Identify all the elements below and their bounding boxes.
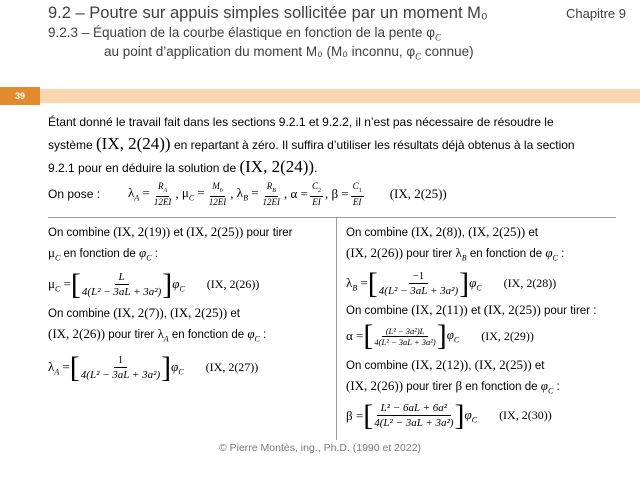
copyright-footer: © Pierre Montès, ing., Ph.D. (1990 et 2022) <box>218 442 422 454</box>
intro-paragraph <box>48 112 575 179</box>
equation-beta: β = [ $\frac{\text{L² − 6aL + 6a²}}{\text{4(L² − 3aL + 3a²)}}$ ] $\varphi_C$ (IX, 2(30)) <box>346 398 552 432</box>
equation-ref: (IX, 2(24)) <box>96 134 171 153</box>
equation-mu-c: $\mu_C$ = [ $\frac{L}{\text{4(L² − 3aL + 3a²)}}$ ] $\varphi_C$ (IX, 2(26)) <box>48 267 260 301</box>
definitions-row: On pose : $\lambda_A$ = $\frac{R_A}{12EI}$ , $\mu_C$ = $\frac{M_0}{12EI}$ , $\lambda_B$ = $\frac{R_B}{12EI}$ , α = $\frac{C_2}{EI}$ , β = $\frac{C_1}{EI}$ (IX, 2(25)) <box>48 181 447 207</box>
vertical-divider <box>336 218 337 440</box>
alpha-def: α = <box>290 186 308 201</box>
right-block-lambda-b: On combine (IX, 2(8)), (IX, 2(25)) et (IX, 2(26)) pour tirer $\lambda_B$ en fonction de $\varphi_C$ : $\lambda_B$ = [ $\frac{-1}{\text{4(L² − 3aL + 3a²)}}$ ] $\varphi_C$ (IX, 2(28)) <box>346 224 565 300</box>
header-bar <box>38 89 640 103</box>
equation-ref: (IX, 2(25)) <box>389 186 447 201</box>
lambda-a-fraction: $\frac{R_A}{12EI}$ <box>153 181 172 207</box>
equation-lambda-b: $\lambda_B$ = [ $\frac{-1}{\text{4(L² − 3aL + 3a²)}}$ ] $\varphi_C$ (IX, 2(28)) <box>346 266 557 300</box>
horizontal-divider <box>48 217 616 218</box>
beta-fraction: $\frac{C_1}{EI}$ <box>352 181 362 207</box>
equation-ref: (IX, 2(30)) <box>499 408 552 423</box>
intro-line-1: Étant donné le travail fait dans les sections 9.2.1 et 9.2.2, il n’est pas nécessaire de résoudre le <box>48 115 554 129</box>
beta-def: β = <box>331 186 349 201</box>
slide-subtitle-line1: 9.2.3 – Équation de la courbe élastique en fonction de la pente $\varphi_C$ <box>48 25 442 43</box>
equation-ref: (IX, 2(29)) <box>481 328 534 343</box>
lambda-a-def: $\lambda_A$ = <box>128 185 150 203</box>
slide-subtitle-line2: au point d’application du moment M₀ (M₀ inconnu, $\varphi_C$ connue) <box>104 44 474 62</box>
mu-c-fraction: $\frac{M_0}{12EI}$ <box>208 181 227 207</box>
equation-alpha: α = [ $\frac{\text{(L² − 3a²)L}}{\text{4(L² − 3aL + 3a²)}}$ ] $\varphi_C$ (IX, 2(29)) <box>346 319 534 352</box>
right-block-beta: On combine (IX, 2(12)), (IX, 2(25)) et (IX, 2(26)) pour tirer β en fonction de $\varphi_C$ : β = [ $\frac{\text{L² − 6aL + 6a²}}{\text{4(L² − 3aL + 3a²)}}$ ] $\varphi_C$ (IX, 2(30)) <box>346 357 560 432</box>
slide-number-badge: 39 <box>0 87 40 105</box>
lambda-b-fraction: $\frac{R_B}{12EI}$ <box>262 181 281 207</box>
intro-line-2: système (IX, 2(24)) en repartant à zéro. Il suffira d’utiliser les résultats déjà obtenus à la section <box>48 134 575 153</box>
equation-ref: (IX, 2(27)) <box>205 360 259 375</box>
left-block-lambda-a: On combine (IX, 2(7)), (IX, 2(25)) et (IX, 2(26)) pour tirer $\lambda_A$ en fonction de $\varphi_C$ : $\lambda_A$ = [ $\frac{1}{\text{4(L² − 3aL + 3a²)}}$ ] $\varphi_C$ (IX, 2(27)) <box>48 305 267 384</box>
equation-lambda-a: $\lambda_A$ = [ $\frac{1}{\text{4(L² − 3aL + 3a²)}}$ ] $\varphi_C$ (IX, 2(27)) <box>48 350 259 384</box>
alpha-fraction: $\frac{C_2}{EI}$ <box>311 181 321 207</box>
equation-ref: (IX, 2(26)) <box>206 277 260 292</box>
lambda-b-def: $\lambda_B$ = <box>236 185 259 203</box>
chapter-label: Chapitre 9 <box>566 6 626 21</box>
pose-label: On pose : <box>48 187 101 201</box>
mu-c-def: $\mu_C$ = <box>181 185 205 203</box>
right-block-alpha: On combine (IX, 2(11)) et (IX, 2(25)) pour tirer : α = [ $\frac{\text{(L² − 3a²)L}}{\text{4(L² − 3aL + 3a²)}}$ ] $\varphi_C$ (IX, 2(29)) <box>346 302 597 352</box>
slide-title: 9.2 – Poutre sur appuis simples sollicitée par un moment M₀ <box>48 4 488 22</box>
left-block-mu-c: On combine (IX, 2(19)) et (IX, 2(25)) pour tirer $\mu_C$ en fonction de $\varphi_C$ : $\mu_C$ = [ $\frac{L}{\text{4(L² − 3aL + 3a²)}}$ ] $\varphi_C$ (IX, 2(26)) <box>48 224 293 301</box>
intro-line-3: 9.2.1 pour en déduire la solution de (IX, 2(24)). <box>48 157 318 176</box>
equation-ref: (IX, 2(24)) <box>239 157 315 176</box>
equation-ref: (IX, 2(28)) <box>503 276 557 291</box>
